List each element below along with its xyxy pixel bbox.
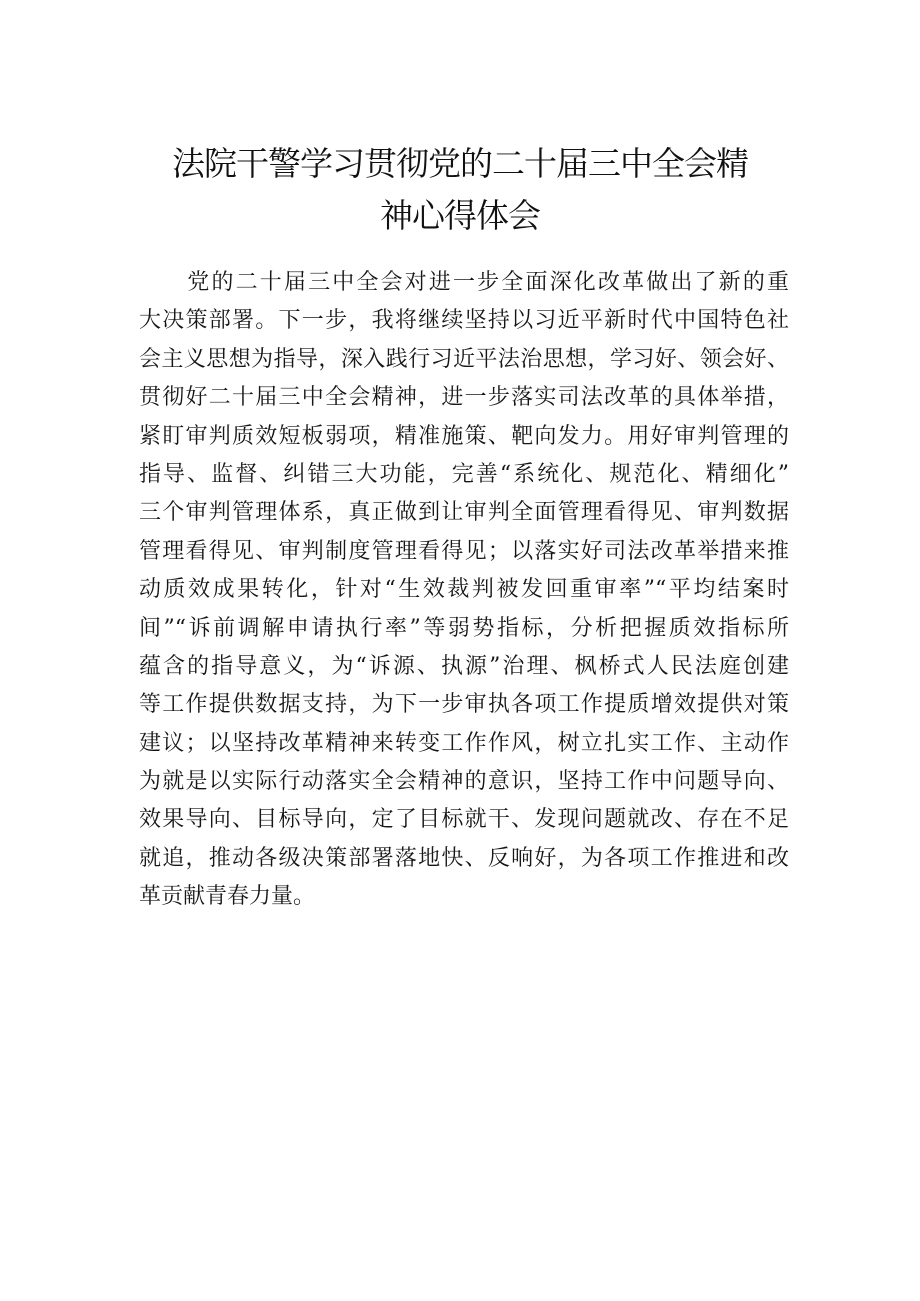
body-line: 党的二十届三中全会对进一步全面深化改革做出了新的重 <box>139 270 789 295</box>
body-line: 大决策部署。下一步，我将继续坚持以习近平新时代中国特色社 <box>139 308 789 334</box>
body-line: 动质效成果转化，针对“生效裁判被发回重审率”“平均结案时 <box>139 577 789 603</box>
body-line: 革贡献青春力量。 <box>139 884 316 910</box>
document-body <box>139 264 789 917</box>
title-line-1: 法院干警学习贯彻党的二十届三中全会精 <box>172 144 748 183</box>
body-line: 间”“诉前调解申请执行率”等弱势指标，分析把握质效指标所 <box>139 615 789 641</box>
body-line: 建议；以坚持改革精神来转变工作作风，树立扎实工作、主动作 <box>139 730 789 756</box>
body-line: 贯彻好二十届三中全会精神，进一步落实司法改革的具体举措， <box>139 385 789 411</box>
body-line: 蕴含的指导意义，为“诉源、执源”治理、枫桥式人民法庭创建 <box>139 653 789 679</box>
title-line-2: 神心得体会 <box>380 196 540 235</box>
body-line: 管理看得见、审判制度管理看得见；以落实好司法改革举措来推 <box>139 538 789 564</box>
document-title <box>140 138 780 242</box>
body-line: 为就是以实际行动落实全会精神的意识，坚持工作中问题导向、 <box>139 769 789 795</box>
body-line: 三个审判管理体系，真正做到让审判全面管理看得见、审判数据 <box>139 500 789 526</box>
body-line: 就追，推动各级决策部署落地快、反响好，为各项工作推进和改 <box>139 845 789 871</box>
body-line: 效果导向、目标导向，定了目标就干、发现问题就改、存在不足 <box>139 807 789 833</box>
body-line: 紧盯审判质效短板弱项，精准施策、靶向发力。用好审判管理的 <box>139 423 789 449</box>
body-line: 会主义思想为指导，深入践行习近平法治思想，学习好、领会好、 <box>139 346 789 372</box>
body-line: 指导、监督、纠错三大功能，完善“系统化、规范化、精细化” <box>139 461 789 487</box>
body-line: 等工作提供数据支持，为下一步审执各项工作提质增效提供对策 <box>139 692 789 718</box>
